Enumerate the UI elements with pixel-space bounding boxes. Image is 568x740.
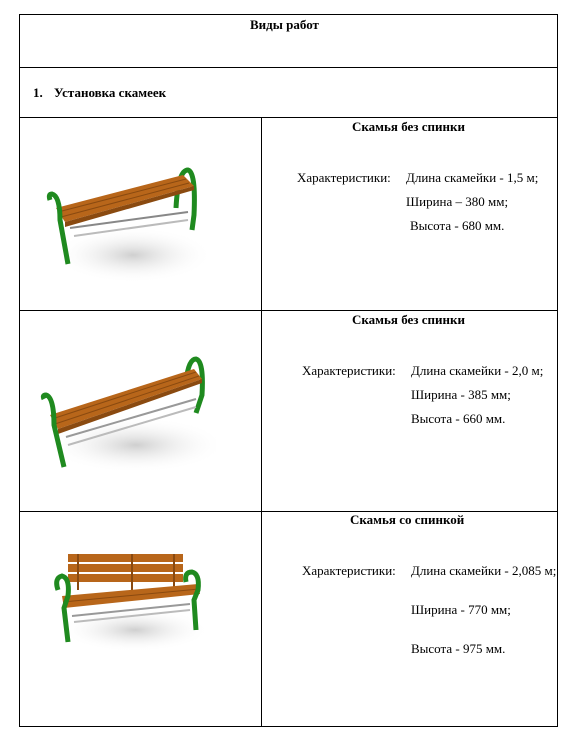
section-number: 1. [33, 85, 43, 100]
spec-height: Высота - 680 мм. [410, 218, 505, 233]
bench-name: Скамья со спинкой [350, 512, 465, 527]
spec-width: Ширина – 380 мм; [406, 194, 509, 209]
spec-label: Характеристики: [302, 563, 396, 578]
spec-label: Характеристики: [297, 170, 391, 185]
spec-length: Длина скамейки - 1,5 м; [406, 170, 539, 185]
spec-width: Ширина - 770 мм; [411, 602, 511, 617]
bench-name: Скамья без спинки [352, 312, 465, 327]
spec-length: Длина скамейки - 2,0 м; [411, 363, 544, 378]
bench-name: Скамья без спинки [352, 119, 465, 134]
bench-without-back-short-icon [38, 160, 208, 285]
spec-height: Высота - 660 мм. [411, 411, 506, 426]
spec-label: Характеристики: [302, 363, 396, 378]
page-title: Виды работ [250, 17, 319, 32]
bench-with-back-icon [50, 550, 210, 660]
section-title: Установка скамеек [54, 85, 167, 100]
spec-height: Высота - 975 мм. [411, 641, 506, 656]
bench-without-back-long-icon [36, 355, 216, 485]
spec-length: Длина скамейки - 2,085 м; [411, 563, 557, 578]
spec-width: Ширина - 385 мм; [411, 387, 511, 402]
